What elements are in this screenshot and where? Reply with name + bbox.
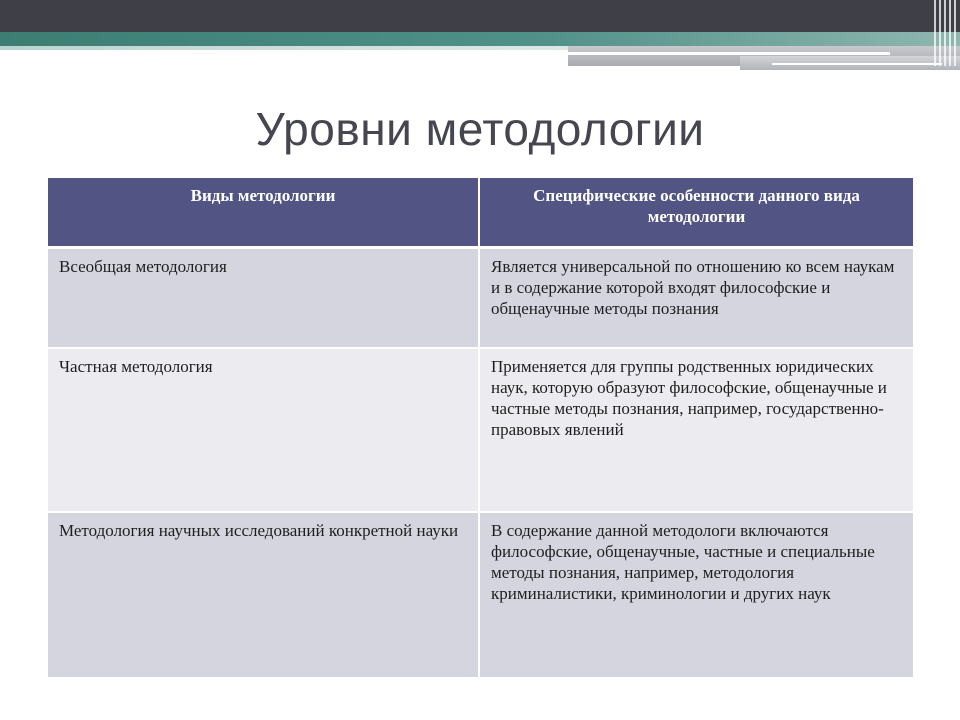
- banner-dark-band: [0, 0, 960, 32]
- row-type-cell: Частная методология: [48, 348, 479, 512]
- table-row: [48, 512, 913, 678]
- header-features: Специфические особенности данного вида методологии: [479, 178, 913, 247]
- header-types: Виды методологии: [48, 178, 479, 247]
- methodology-table: [48, 178, 913, 678]
- slide-title: Уровни методологии: [255, 103, 705, 155]
- banner-white-line-lower: [772, 63, 942, 65]
- row-type-cell: Всеобщая методология: [48, 247, 479, 348]
- table-row: [48, 247, 913, 348]
- row-features-cell: Применяется для группы родственных юридических наук, которую образуют философские, общенаучные и частные методы познания, например, государственно-правовых явлений: [479, 348, 913, 512]
- table-row: [48, 348, 913, 512]
- row-features-cell: Является универсальной по отношению ко всем наукам и в содержание которой входят философские и общенаучные методы познания: [479, 247, 913, 348]
- banner-white-line: [568, 52, 890, 55]
- table-header-row: [48, 178, 913, 247]
- row-type-cell: Методология научных исследований конкретной науки: [48, 512, 479, 678]
- row-features-cell: В содержание данной методологи включаются философские, общенаучные, частные и специальные методы познания, например, методология криминалистики, криминологии и других наук: [479, 512, 913, 678]
- banner-teal-band: [0, 32, 960, 46]
- banner-corner-stripes: [934, 0, 960, 66]
